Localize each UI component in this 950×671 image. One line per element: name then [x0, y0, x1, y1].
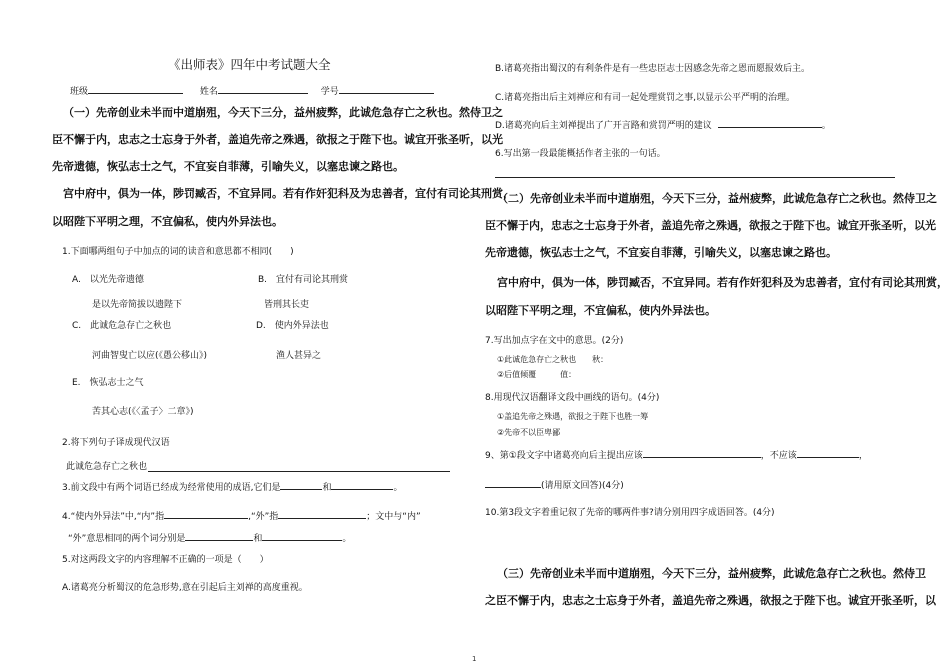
name-field[interactable] [218, 84, 308, 94]
q4-blank-outer[interactable] [278, 509, 366, 519]
q2-sentence: 此诚危急存亡之秋也 [66, 462, 148, 472]
passage2-line5: 以昭陛下平明之理，不宜偏私，使内外异法也。 [485, 304, 716, 317]
q9-text-a: 9、第①段文字中诸葛亮向后主提出应该 [485, 451, 643, 461]
q4-blank-4[interactable] [262, 531, 342, 541]
passage1-line2: 臣不懈于内，忠志之士忘身于外者，盖追先帝之殊遇，欲报之于陛下也。诚宜开张圣听，以光 [52, 133, 503, 146]
q2-stem: 2.将下列句子译成现代汉语 [62, 438, 170, 448]
q1-option-a1: A. 以光先帝遗德 [72, 275, 144, 285]
q10-stem: 10.第3段文字着重记叙了先帝的哪两件事?请分别用四字成语回答。(4分) [485, 508, 775, 518]
q4-text-d: “外”意思相同的两个词分别是 [68, 534, 186, 544]
passage3-line2: 之臣不懈于内，忠志之士忘身于外者，盖追先帝之殊遇，欲报之于陛下也。诚宜开张圣听，以 [485, 594, 936, 607]
q5-option-d-end: 。 [821, 121, 831, 131]
q3-and: 和 [322, 483, 332, 493]
page-number: 1 [472, 655, 477, 663]
q1-option-c1: C. 此诚危急存亡之秋也 [72, 321, 172, 331]
q1-option-b2: 皆刑其长吏 [264, 300, 310, 310]
q9-blank-3[interactable] [485, 478, 541, 488]
q8-item2: ②先帝不以臣卑鄙 [497, 428, 561, 437]
passage2-line4: 宫中府中，俱为一体，陟罚臧否，不宜异同。若有作奸犯科及为忠善者，宜付有司论其刑赏， [497, 276, 948, 289]
q3-blank-1[interactable] [280, 480, 322, 490]
q7-item2: ②后值倾覆 值： [497, 370, 577, 379]
q8-item1: ①盖追先帝之殊遇，欲报之于陛下也胜一筹 [497, 412, 649, 421]
q9-text-b: ，不应该 [760, 451, 797, 461]
q4-text-b: ,“外”指 [248, 512, 279, 522]
q1-option-e2: 苦其心志(《〈孟子〉二章》) [92, 407, 194, 417]
q5-option-b: B.诸葛亮指出蜀汉的有利条件是有一些忠臣志士因感念先帝之恩而愿报效后主。 [495, 64, 811, 74]
q4-text-e: 和 [253, 534, 263, 544]
q4-text-c: ；文中与“内” [366, 512, 421, 522]
passage2-line1: （二）先帝创业未半而中道崩殂，今天下三分，益州疲弊，此诚危急存亡之秋也。然侍卫之 [497, 192, 937, 205]
q4-text-a: 4.“使内外异法”中,“内”指 [62, 512, 165, 522]
q1-option-d1: D. 使内外异法也 [256, 321, 329, 331]
q4-blank-3[interactable] [185, 531, 253, 541]
name-label: 姓名 [199, 87, 218, 97]
q5-stem: 5.对这两段文字的内容理解不正确的一项是（ ） [62, 555, 269, 565]
passage1-line3: 先帝遗德，恢弘志士之气，不宜妄自菲薄，引喻失义，以塞忠谏之路也。 [52, 160, 404, 173]
q7-item1: ①此诚危急存亡之秋也 秋： [497, 355, 609, 364]
q9-text-d: (请用原文回答)(4分) [541, 481, 624, 491]
q2-answer-line[interactable] [148, 471, 450, 472]
q5-option-a: A.诸葛亮分析蜀汉的危急形势,意在引起后主刘禅的高度重视。 [62, 583, 308, 593]
passage1-line4: 宫中府中，俱为一体，陟罚臧否，不宜异同。若有作奸犯科及为忠善者，宜付有司论其刑赏， [63, 187, 514, 200]
q9-text-c: ， [858, 451, 868, 461]
class-label: 班级 [70, 87, 89, 97]
q1-option-c2: 河曲智叟亡以应(《愚公移山》) [92, 351, 208, 361]
id-label: 学号 [320, 87, 339, 97]
q4-line1 [62, 509, 421, 522]
q9-line2 [485, 478, 624, 491]
q9-line1 [485, 448, 868, 461]
q6-stem: 6.写出第一段最能概括作者主张的一句话。 [495, 149, 666, 159]
q6-answer-line[interactable] [495, 177, 895, 178]
passage2-line3: 先帝遗德，恢弘志士之气，不宜妄自菲薄，引喻失义，以塞忠谏之路也。 [485, 246, 837, 259]
q5-option-d [495, 118, 831, 131]
q5-option-d-text: D.诸葛亮向后主刘禅提出了广开言路和赏罚严明的建议 [495, 121, 712, 131]
q3-end: 。 [393, 483, 403, 493]
q3-line [62, 480, 402, 493]
q5-option-d-blank[interactable] [718, 118, 822, 128]
q8-stem: 8.用现代汉语翻译文段中画线的语句。(4分) [485, 393, 660, 403]
passage1-line5: 以昭陛下平明之理，不宜偏私，使内外异法也。 [52, 215, 283, 228]
q4-line2 [68, 531, 351, 544]
q1-option-e1: E. 恢弘志士之气 [72, 378, 144, 388]
q3-blank-2[interactable] [331, 480, 393, 490]
q4-text-f: 。 [342, 534, 352, 544]
right-column [475, 0, 950, 671]
q1-stem: 1.下面哪两组句子中加点的词的读音和意思都不相同( ) [62, 247, 294, 257]
student-info-line [70, 84, 434, 97]
passage3-line1: （三）先帝创业未半而中道崩殂，今天下三分，益州疲弊，此诚危急存亡之秋也。然侍卫 [497, 567, 926, 580]
q7-stem: 7.写出加点字在文中的意思。(2分) [485, 336, 624, 346]
q4-blank-inner[interactable] [164, 509, 248, 519]
passage2-line2: 臣不懈于内，忠志之士忘身于外者，盖追先帝之殊遇，欲报之于陛下也。诚宜开张圣听，以光 [485, 219, 936, 232]
class-field[interactable] [88, 84, 183, 94]
q9-blank-shouldnot[interactable] [797, 448, 859, 458]
q3-text: 3.前文段中有两个词语已经成为经常使用的成语,它们是 [62, 483, 281, 493]
q1-option-b1: B. 宜付有司论其刑赏 [258, 275, 349, 285]
passage1-line1: （一）先帝创业未半而中道崩殂，今天下三分，益州疲弊，此诚危急存亡之秋也。然侍卫之 [63, 106, 503, 119]
student-id-field[interactable] [339, 84, 434, 94]
q1-option-d2: 渔人甚异之 [276, 351, 322, 361]
q1-option-a2: 是以先帝简拔以遗陛下 [92, 300, 183, 310]
q9-blank-should[interactable] [643, 448, 761, 458]
exam-title: 《出师表》四年中考试题大全 [168, 57, 331, 72]
q5-option-c: C.诸葛亮指出后主刘禅应和有司一起处理赏罚之事,以显示公平严明的治理。 [495, 93, 796, 103]
